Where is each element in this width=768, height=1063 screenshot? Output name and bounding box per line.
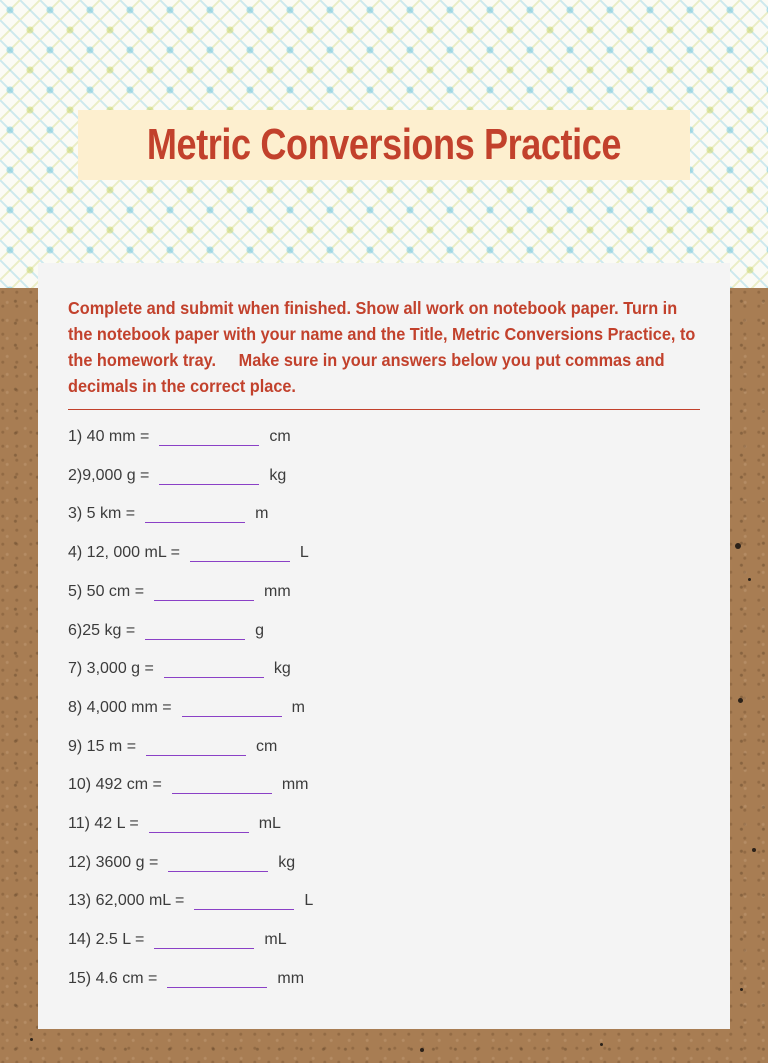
question-row (68, 925, 287, 949)
question-label: 8) 4,000 mm = (68, 698, 172, 716)
instructions-main: Complete and submit when finished. Show all work on notebook paper. Turn in the notebook paper with your name and the Title, Metric Conversions Practice, to the homework tray. (68, 298, 696, 370)
question-label: 1) 40 mm = (68, 428, 150, 445)
question-row (68, 461, 286, 485)
answer-blank[interactable] (159, 464, 259, 485)
question-label: 3) 5 km = (68, 505, 136, 523)
question-row (68, 538, 309, 562)
answer-blank[interactable] (190, 541, 290, 562)
instructions (68, 295, 700, 399)
question-label: 11) 42 L = (68, 815, 139, 832)
question-unit: cm (256, 737, 278, 755)
answer-blank[interactable] (182, 696, 282, 717)
question-label: 4) 12, 000 mL = (68, 544, 180, 562)
question-unit: mm (281, 776, 309, 794)
answer-blank[interactable] (194, 889, 294, 910)
answer-blank[interactable] (172, 773, 272, 794)
question-row (68, 616, 264, 640)
question-row (68, 654, 291, 678)
question-unit: L (304, 892, 314, 910)
question-unit: kg (273, 660, 291, 678)
question-row (68, 577, 291, 601)
question-unit: kg (269, 466, 287, 484)
question-row (68, 886, 313, 910)
question-label: 7) 3,000 g = (68, 660, 154, 678)
answer-blank[interactable] (154, 928, 254, 949)
divider (68, 409, 700, 410)
question-label: 6)25 kg = (68, 621, 136, 639)
question-unit: cm (269, 428, 291, 445)
question-row (68, 732, 277, 756)
answer-blank[interactable] (159, 425, 259, 446)
question-row (68, 770, 308, 794)
question-label: 13) 62,000 mL = (68, 892, 185, 910)
question-row (68, 499, 268, 523)
question-label: 12) 3600 g = (68, 853, 159, 871)
question-label: 10) 492 cm = (68, 776, 162, 794)
answer-blank[interactable] (154, 580, 254, 601)
question-unit: mm (277, 969, 305, 987)
answer-blank[interactable] (168, 851, 268, 872)
question-unit: L (299, 544, 309, 562)
question-label: 2)9,000 g = (68, 466, 150, 484)
question-unit: kg (278, 853, 296, 871)
page-title: Metric Conversions Practice (146, 120, 622, 169)
question-row (68, 693, 305, 717)
question-unit: m (291, 698, 305, 716)
question-row (68, 809, 281, 833)
answer-blank[interactable] (146, 735, 246, 756)
answer-blank[interactable] (167, 967, 267, 988)
question-unit: mL (258, 815, 281, 832)
answer-blank[interactable] (149, 812, 249, 833)
question-label: 9) 15 m = (68, 737, 137, 755)
question-row (68, 422, 291, 446)
answer-blank[interactable] (164, 657, 264, 678)
answer-blank[interactable] (145, 619, 245, 640)
question-unit: mm (264, 582, 291, 600)
question-row (68, 964, 304, 988)
question-row (68, 848, 295, 872)
question-label: 15) 4.6 cm = (68, 969, 158, 987)
question-unit: mL (264, 931, 287, 949)
question-label: 14) 2.5 L = (68, 931, 145, 949)
question-label: 5) 50 cm = (68, 582, 145, 600)
question-unit: g (255, 621, 265, 639)
question-unit: m (255, 505, 269, 523)
answer-blank[interactable] (145, 502, 245, 523)
title-banner (78, 110, 690, 180)
instructions-emphasis: Make sure in your answers below you put commas and decimals in the correct place. (68, 350, 665, 396)
